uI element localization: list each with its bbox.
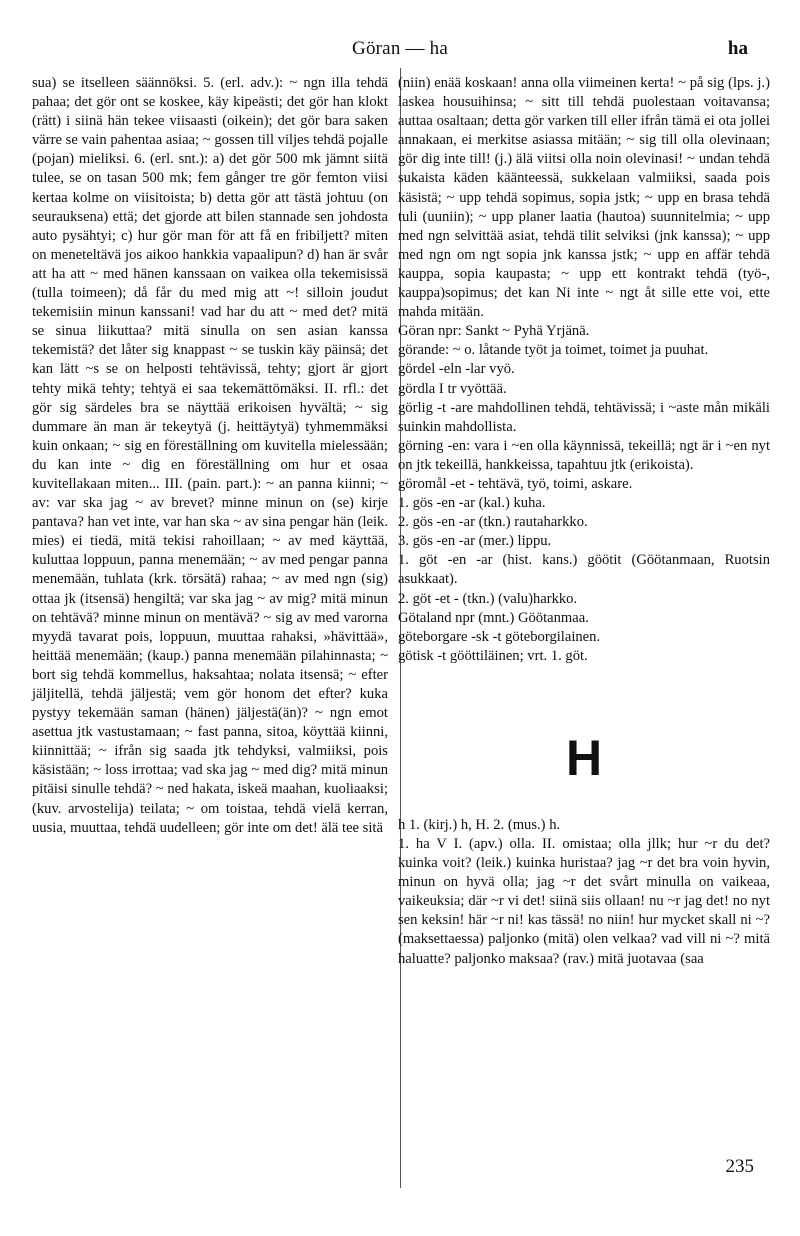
page-number: 235 bbox=[725, 1156, 754, 1177]
entry-gos-1: 1. gös -en -ar (kal.) kuha. bbox=[398, 495, 546, 512]
right-column bbox=[398, 74, 770, 969]
left-column-text: sua) se itselleen säännöksi. 5. (erl. adv.): ~ ngn illa tehdä pahaa; det gör ont se koskee, käy kipeästi; det gör han klokt (rätt) i siinä hän tekee viisaasti (oikein); det gör bara saken värre se vain pahentaa asiaa; ~ gossen till viljes tehdä pojalle (pojan) mieliksi. 6. (erl. snt.): a) det gör 500 mk jämnt siitä tulee, se on tasan 500 mk; fem gånger tre gör femton viisi kertaa kolme on viisitoista; b) detta gör att tästä johtuu (on seurauksena) että; det gjorde att bilen stannade sen johdosta auto pysähtyi; c) hur gör man för att få en fribiljett? miten on meneteltävä jos aikoo hankkia vapaalipun? d) han är svår att ha att ~ med hänen kanssaan on vaikea olla tekemisissä (tulla toimeen); då får du med mig att ~! silloin joudut tekemisiin minun kanssani! vad har du att ~ med det? mitä se sinua liikuttaa? mitä sinulla on sen asian kanssa tekemistä? det låter sig knappast ~ se tuskin käy päinsä; det kan lätt ~s se on helposti tehtävissä, tehty; gjort är gjort tehty mikä tehty; tehtyä ei saa tekemättömäksi. II. rfl.: det gör sig särdeles bra se näyttää erikoisen hyvältä; ~ sig dummare än man är tekeytyä (j. heittäytyä) tyhmemmäksi kuin onkaan; ~ sig en föreställning om kuvitella mielessään; du kan inte ~ dig en föreställning om hur et osaa kuvitellakaan miten... III. (pain. part.): ~ an panna kiinni; ~ av: var ska jag ~ av brevet? minne minun on (se) kirje pantava? han vet inte, var han ska ~ av sina pengar hän (leik. mies) ei tiedä, mitä tekisi rahoillaan; ~ av med käyttää, kuluttaa loppuun, panna menemään; ~ av med pengar panna menemään, tuhlata (krk. törsätä) rahaa; ~ av med ngn (sig) ottaa jk (itsensä) hengiltä; var ska jag ~ av mig? mitä minun on tehtävä? minne minun on mentävä? ~ sig av med varorna myydä tavarat pois, loppuun, muuttaa rahaksi, »hävittää», heittää menemään; (kaup.) panna menemään pilahinnasta; ~ bort sig tehdä kommellus, haksahtaa; nolata itsensä; ~ efter jäljitellä, tehdä jäljestä; vem gör honom det efter? kuka pystyy tekemään saman (hänen) jäljestä(än)? ~ ngn emot asettua jtk vastustamaan; ~ fast panna, sitoa, köyttää kiinni, kiinnittää; ~ ifrån sig saada jtk tehdyksi, valmiiksi, pois käsistään; ~ loss irrottaa; vad ska jag ~ med dig? mitä minun pitäisi sinulle tehdä? ~ ned hakata, iskeä maahan, kuoliaaksi; (kuv. arvostelija) teilata; ~ om toistaa, tehdä vielä kerran, uusia, muuttaa, tehdä uudelleen; gör inte om det! älä tee sitä bbox=[32, 75, 388, 836]
left-column bbox=[32, 74, 388, 838]
entry-ha-1: 1. ha V I. (apv.) olla. II. omistaa; olla jllk; hur ~r du det? kuinka voit? (leik.) kuinka huristaa? jag ~r det bra voin hyvin, minun on hyvä olla; jag ~r det svårt minulla on vaikeaa, vaikeuksia; där ~r vi det! siinä siis ollaan! nu ~r jag det! no nyt sen keksin! här ~r ni! kas tässä! no niin! hur mycket skall ni ~? (maksettaessa) paljonko (mitä) olen velkaa? vad vill ni ~? mitä haluatte? paljonko maksaa? (rav.) mitä juotavaa (saa bbox=[398, 836, 770, 967]
entry-goteborgare: göteborgare -sk -t göteborgilainen. bbox=[398, 628, 601, 645]
entry-gos-3: 3. gös -en -ar (mer.) lippu. bbox=[398, 533, 552, 550]
section-letter-heading: H bbox=[565, 729, 603, 786]
entry-goromal: göromål -et - tehtävä, työ, toimi, askare. bbox=[398, 475, 633, 492]
entry-gorlig: görlig -t -are mahdollinen tehdä, tehtävissä; i ~aste mån mikäli suinkin mahdollista. bbox=[398, 399, 770, 435]
entry-got-2: 2. göt -et - (tkn.) (valu)harkko. bbox=[398, 590, 578, 607]
h-entries bbox=[398, 816, 770, 969]
g-entries bbox=[398, 322, 770, 666]
entry-gordla: gördla I tr vyöttää. bbox=[398, 380, 507, 397]
entry-goran: Göran npr: Sankt ~ Pyhä Yrjänä. bbox=[398, 323, 590, 340]
entry-gotaland: Götaland npr (mnt.) Göötanmaa. bbox=[398, 609, 589, 626]
entry-gotisk: götisk -t gööttiläinen; vrt. 1. göt. bbox=[398, 647, 588, 664]
page-header-guide-word: ha bbox=[727, 38, 748, 59]
entry-gorande: görande: ~ o. låtande työt ja toimet, toimet ja puuhat. bbox=[398, 342, 709, 359]
entry-gos-2: 2. gös -en -ar (tkn.) rautaharkko. bbox=[398, 514, 588, 531]
page-header-title: Göran — ha bbox=[352, 38, 448, 59]
entry-got-1: 1. göt -en -ar (hist. kans.) göötit (Göötanmaan, Ruotsin asukkaat). bbox=[398, 552, 770, 588]
entry-gorning: görning -en: vara i ~en olla käynnissä, tekeillä; ngt är i ~en nyt on jtk tekeillä, hankkeissa, tapahtuu jtk (erikoista). bbox=[398, 437, 770, 473]
entry-h: h 1. (kirj.) h, H. 2. (mus.) h. bbox=[398, 816, 561, 833]
entry-gordel: gördel -eln -lar vyö. bbox=[398, 361, 515, 378]
right-column-intro: (niin) enää koskaan! anna olla viimeinen kerta! ~ på sig (lps. j.) laskea housuihinsa; ~ sitt till tehdä puolestaan voitavansa; auttaa osaltaan; detta gör varken till eller ifrån tämä ei ota jollei annakaan, ei merkitse asiassa mitään; ~ sig till olla olevinaan; gör dig inte till! (j.) älä viitsi olla noin olevinasi! ~ undan tehdä sukaista käden käänteessä, sukkelaan valmiiksi, saada pois käsistä; ~ upp tehdä sopimus, sopia jstk; ~ upp en brasa tehdä tuli (uuniin); ~ upp planer laatia (hautoa) suunnitelmia; ~ upp med ngn selvittää asiat, tehdä tilit selviksi (jnk kanssa); ~ upp med ngn om ngt sopia jnk kanssa jstk; ~ upp en affär tehdä kauppa, sopia kaupasta; ~ upp ett kontrakt tehdä (työ-, kauppa)sopimus; det kan Ni inte ~ ngt åt sille ette voi, ette mahda mitään. bbox=[398, 75, 770, 321]
